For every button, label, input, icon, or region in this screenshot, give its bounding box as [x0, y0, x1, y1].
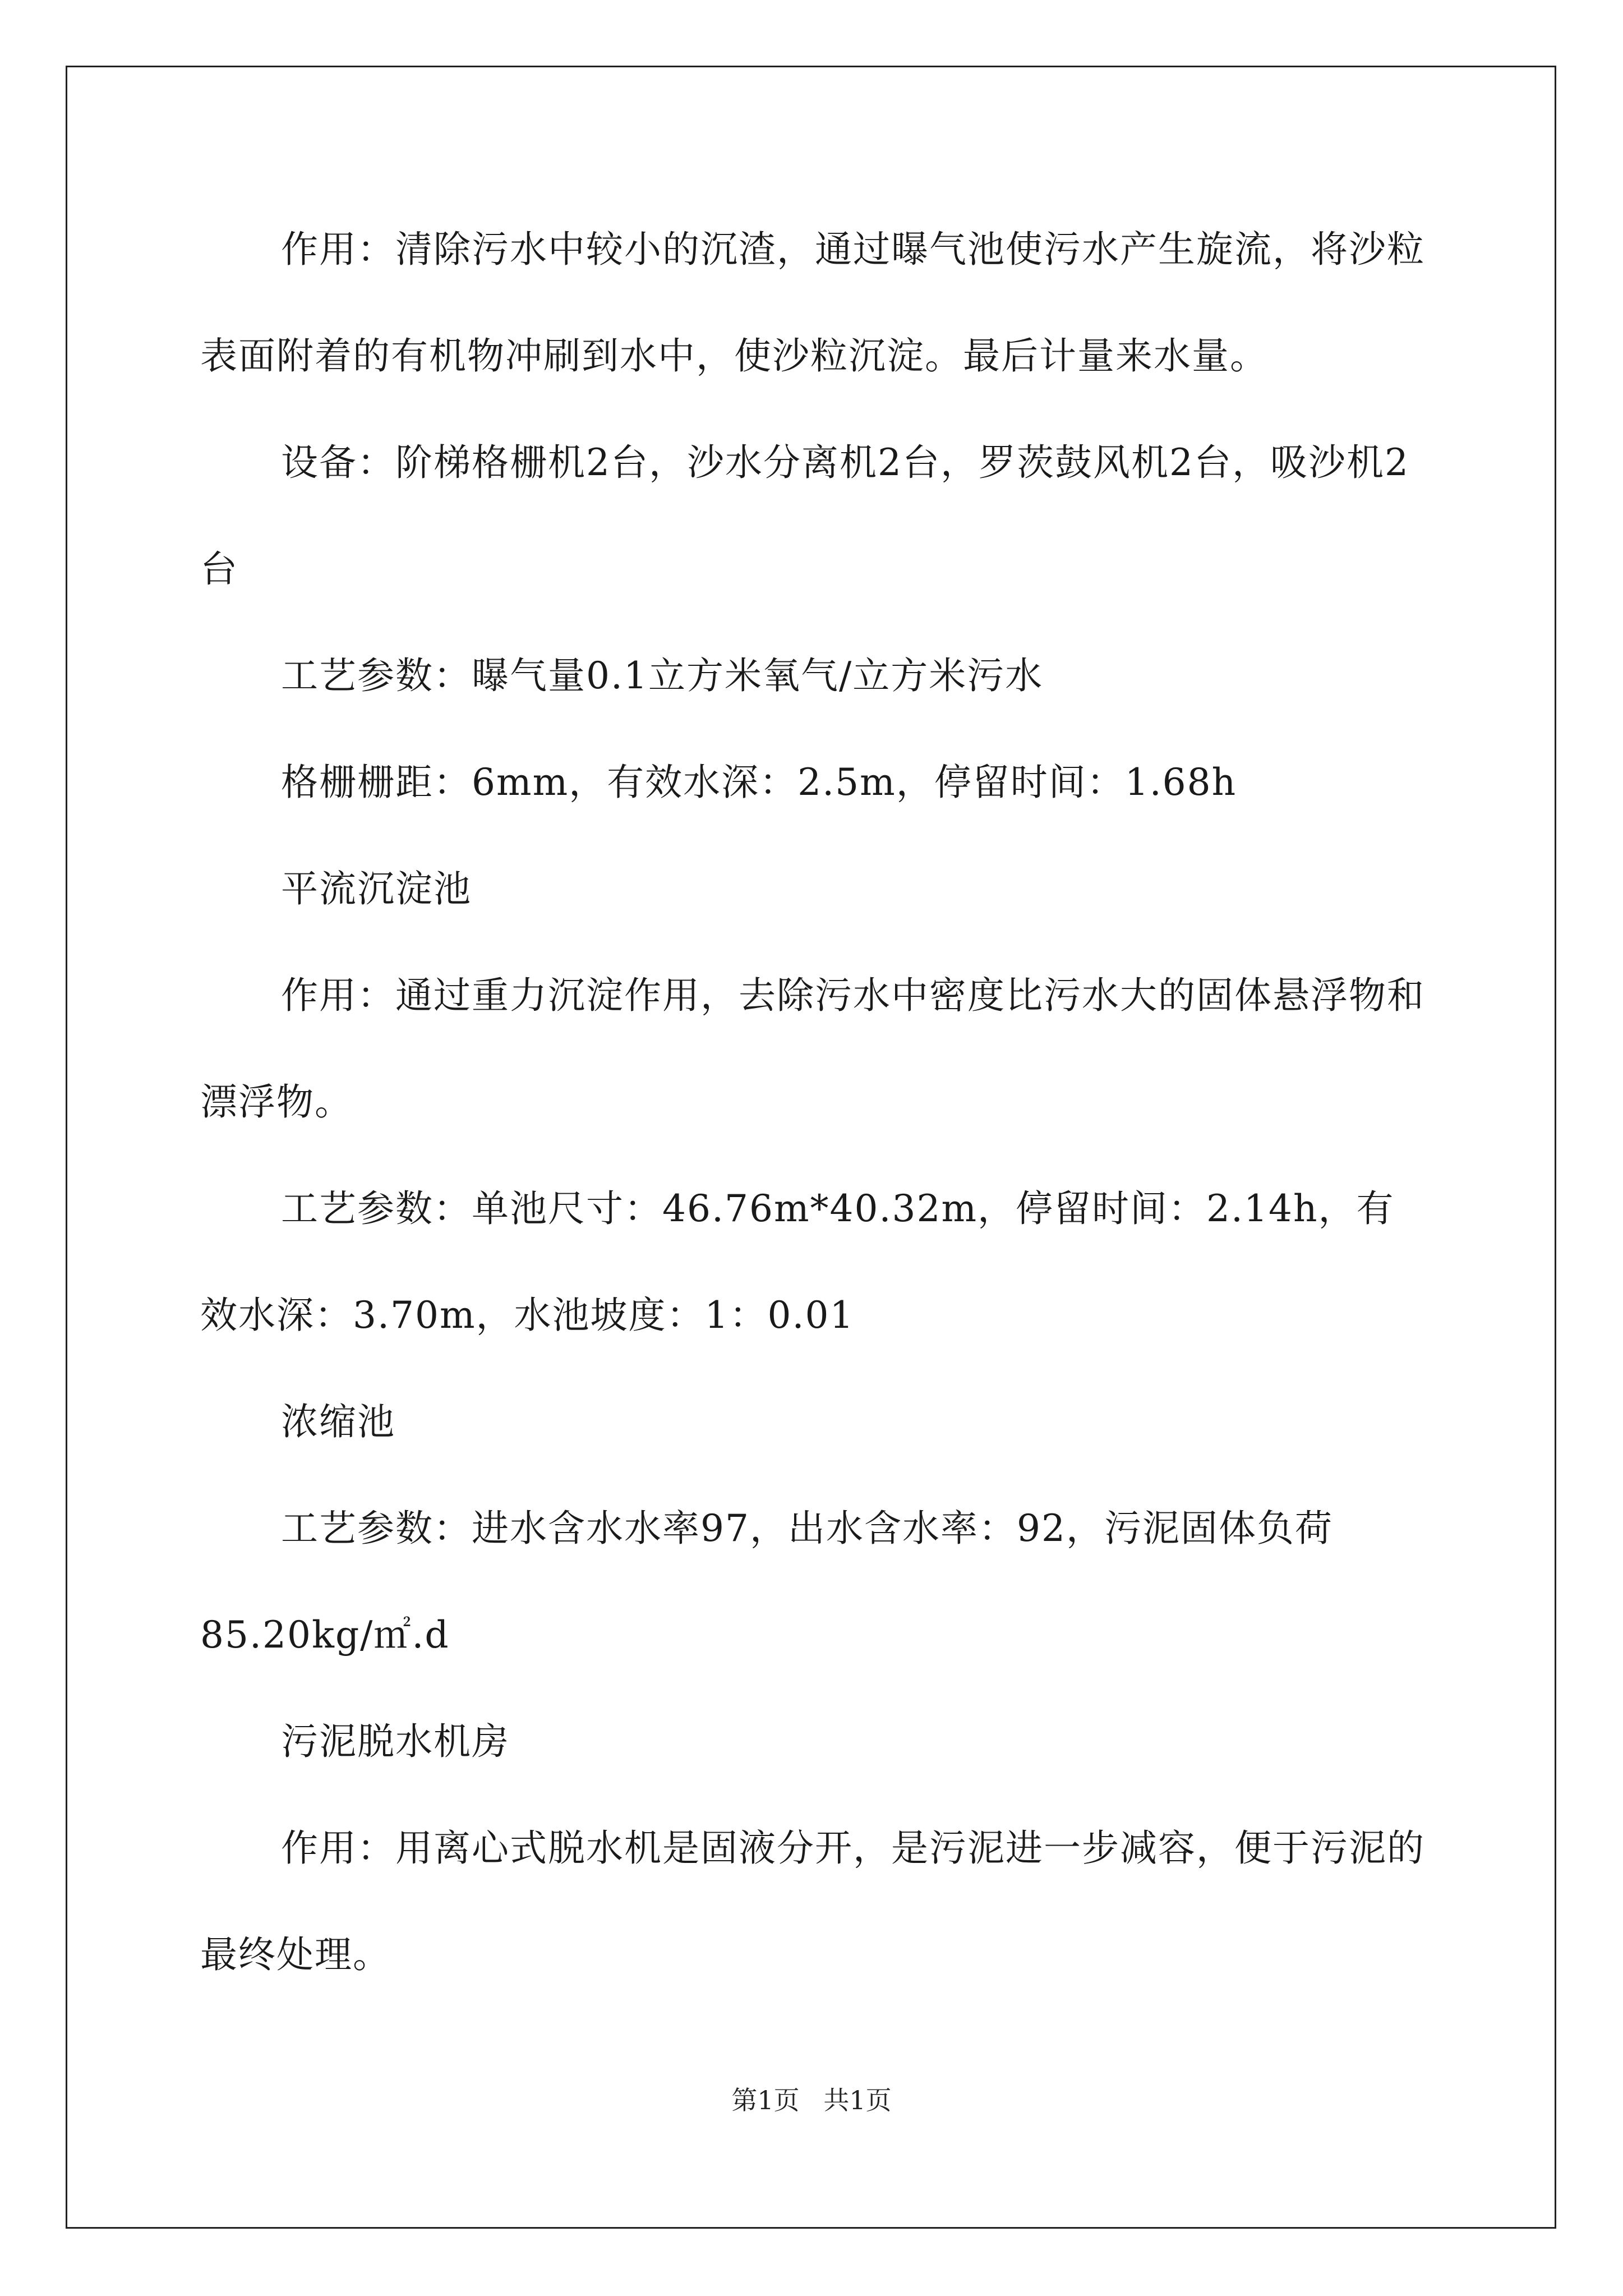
paragraph-equipment: 设备：阶梯格栅机2台，沙水分离机2台，罗茨鼓风机2台，吸沙机2台: [200, 441, 1409, 591]
paragraph-thickening-params: 工艺参数：进水含水水率97，出水含水率：92，污泥固体负荷85.20kg/㎡.d: [200, 1507, 1333, 1657]
paragraph-sedimentation-params: 工艺参数：单池尺寸：46.76m*40.32m，停留时间：2.14h，有效水深：3.70m，水池坡度：1：0.01: [200, 1187, 1395, 1337]
heading-thickening-tank: 浓缩池: [281, 1400, 395, 1443]
paragraph-aeration-params: 工艺参数：曝气量0.1立方米氧气/立方米污水: [281, 654, 1044, 697]
heading-sludge-dewatering-room: 污泥脱水机房: [281, 1720, 510, 1763]
paragraph-screen-params: 格栅栅距：6mm，有效水深：2.5m，停留时间：1.68h: [281, 761, 1237, 804]
heading-horizontal-sedimentation-tank: 平流沉淀池: [281, 867, 472, 910]
paragraph-purpose-sedimentation: 作用：通过重力沉淀作用，去除污水中密度比污水大的固体悬浮物和漂浮物。: [200, 974, 1425, 1124]
page-footer: [0, 2080, 1623, 2117]
page-total: 共1页: [823, 2085, 892, 2115]
paragraph-purpose-grit-chamber: 作用：清除污水中较小的沉渣，通过曝气池使污水产生旋流，将沙粒表面附着的有机物冲刷到水中，使沙粒沉淀。最后计量来水量。: [200, 228, 1425, 378]
page-number: 第1页: [731, 2085, 800, 2115]
paragraph-purpose-dewatering: 作用：用离心式脱水机是固液分开，是污泥进一步减容，便于污泥的最终处理。: [200, 1826, 1425, 1976]
